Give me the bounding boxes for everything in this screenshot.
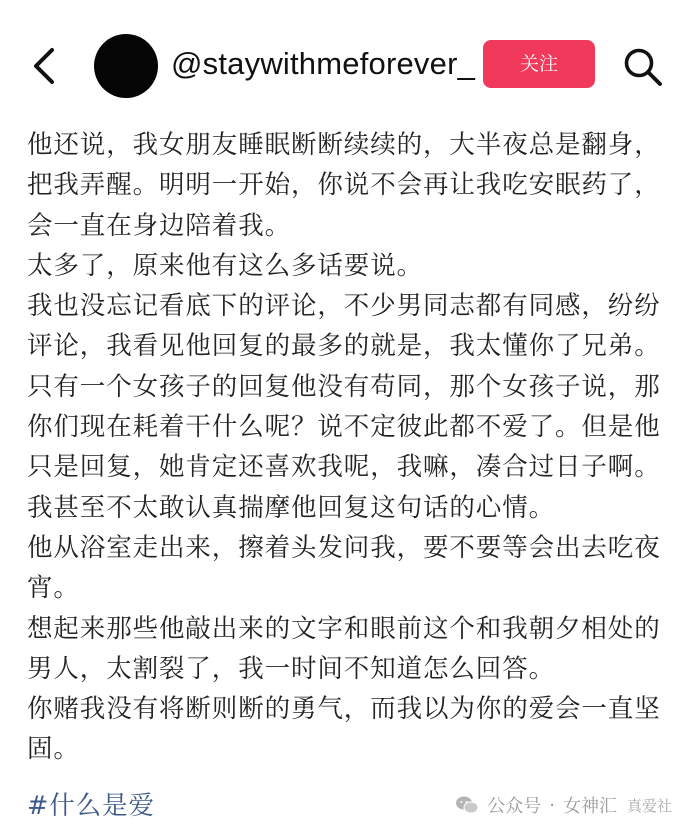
back-button[interactable] <box>22 40 66 92</box>
paragraph: 我甚至不太敢认真揣摩他回复这句话的心情。 <box>27 492 556 523</box>
search-button[interactable] <box>622 46 664 88</box>
paragraph: 我也没忘记看底下的评论，不少男同志都有同感，纷纷评论，我看见他回复的最多的就是，我太懂你了兄弟。 <box>27 291 661 362</box>
hashtag-link[interactable]: #什么是爱 <box>27 791 155 821</box>
paragraph: 想起来那些他敲出来的文字和眼前这个和我朝夕相处的男人，太割裂了，我一时间不知道怎么回答。 <box>27 613 661 684</box>
avatar[interactable] <box>94 34 158 98</box>
watermark-separator: · <box>549 794 555 816</box>
paragraph: 只有一个女孩子的回复他没有苟同，那个女孩子说，那你们现在耗着干什么呢？说不定彼此都不爱了。但是他只是回复，她肯定还喜欢我呢，我嘛，凑合过日子啊。 <box>27 371 661 483</box>
search-icon <box>622 46 664 88</box>
watermark-account-name: 女神汇 <box>562 796 617 817</box>
paragraph: 太多了，原来他有这么多话要说。 <box>27 250 424 281</box>
paragraph: 你赌我没有将断则断的勇气，而我以为你的爱会一直坚固。 <box>27 694 661 765</box>
chevron-left-icon <box>22 40 66 92</box>
watermark-account-label: 公众号 <box>487 796 542 817</box>
paragraph: 他从浴室走出来，擦着头发问我，要不要等会出去吃夜宵。 <box>27 532 661 604</box>
paragraph: 他还说，我女朋友睡眠断断续续的，大半夜总是翻身，把我弄醒。明明一开始，你说不会再让我吃安眠药了，会一直在身边陪着我。 <box>27 130 661 241</box>
profile-header <box>0 0 690 118</box>
watermark <box>455 792 672 818</box>
username[interactable]: @staywithmeforever_ <box>171 46 476 81</box>
follow-button[interactable]: 关注 <box>483 40 595 88</box>
post-body <box>27 125 677 770</box>
watermark-weibo: 真爱社 <box>626 796 672 815</box>
wechat-icon <box>455 795 479 815</box>
